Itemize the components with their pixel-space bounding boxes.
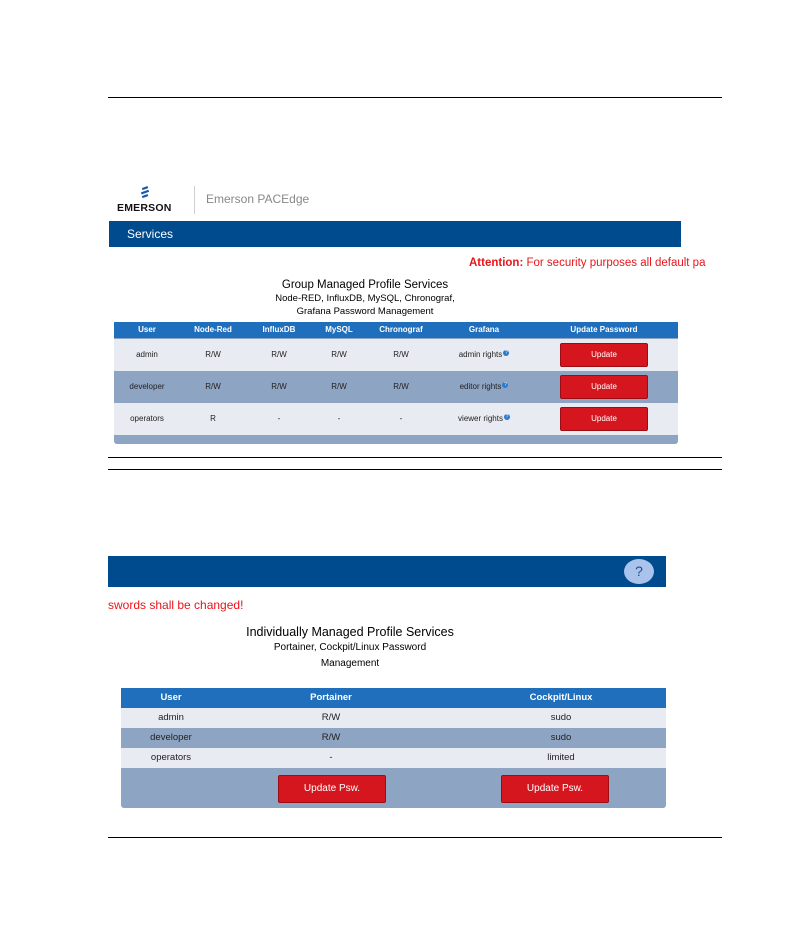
group-title: Group Managed Profile Services (281, 279, 449, 291)
cell-node-red: R (210, 414, 216, 423)
individual-profiles-table (121, 688, 666, 808)
col-update-password: Update Password (570, 325, 638, 334)
nav-services[interactable]: Services (127, 227, 174, 241)
attention-text-continued: swords shall be changed! (108, 598, 244, 612)
individual-title: Individually Managed Profile Services (246, 625, 454, 639)
update-button-developer[interactable]: Update (560, 375, 648, 399)
header-divider (194, 186, 195, 214)
cell-mysql: - (337, 414, 341, 423)
col-user: User (160, 692, 182, 703)
cell-mysql: R/W (331, 382, 347, 391)
divider-bottom (108, 837, 722, 838)
cell-grafana (434, 350, 534, 359)
cell-influxdb: R/W (271, 382, 287, 391)
col-cockpit-linux: Cockpit/Linux (529, 692, 593, 703)
update-button-operators[interactable]: Update (560, 407, 648, 431)
cell-user: developer (150, 732, 192, 743)
group-section-title (230, 279, 500, 318)
individual-subtitle-2: Management (320, 658, 380, 669)
col-node-red: Node-Red (194, 325, 232, 334)
cell-portainer: - (329, 752, 333, 763)
grafana-rights: admin rights (458, 350, 503, 359)
col-chronograf: Chronograf (379, 325, 423, 334)
group-subtitle-1: Node-RED, InfluxDB, MySQL, Chronograf, (275, 293, 455, 304)
divider-mid-2 (108, 469, 722, 470)
cell-influxdb: - (277, 414, 281, 423)
cell-cockpit: sudo (550, 712, 572, 723)
logo-text: EMERSON (117, 202, 172, 214)
table-row-operators (121, 748, 666, 768)
grafana-rights: editor rights (459, 382, 502, 391)
help-icon[interactable]: ? (504, 382, 507, 388)
col-grafana: Grafana (468, 325, 500, 334)
nav-bar-continued (108, 556, 666, 587)
cell-grafana (434, 414, 534, 423)
cell-user: operators (150, 752, 192, 763)
cell-user: developer (129, 382, 165, 391)
cell-node-red: R/W (205, 382, 221, 391)
cell-user: admin (136, 350, 158, 359)
cell-portainer: R/W (321, 732, 341, 743)
cell-user: admin (158, 712, 184, 723)
help-icon[interactable]: ? (505, 414, 509, 420)
table-row-developer (121, 728, 666, 748)
update-cockpit-button[interactable]: Update Psw. (501, 775, 609, 803)
grafana-rights: viewer rights (458, 414, 503, 423)
cell-cockpit: limited (547, 752, 575, 763)
update-button-admin[interactable]: Update (560, 343, 648, 367)
table-row-admin (121, 708, 666, 728)
individual-subtitle-1: Portainer, Cockpit/Linux Password (273, 642, 427, 653)
table-row-admin (114, 339, 678, 371)
cell-chronograf: - (399, 414, 403, 423)
emerson-logo (117, 186, 179, 214)
group-profiles-table (114, 322, 678, 444)
divider-top (108, 97, 722, 98)
help-button[interactable]: ? (624, 559, 654, 584)
col-portainer: Portainer (310, 692, 352, 703)
table-header (121, 688, 666, 708)
divider-mid-1 (108, 457, 722, 458)
table-row-operators (114, 403, 678, 435)
col-user: User (138, 325, 156, 334)
attention-label: Attention: (469, 257, 524, 269)
cell-influxdb: R/W (271, 350, 287, 359)
help-icon[interactable]: ? (504, 350, 508, 356)
cell-grafana (434, 382, 534, 391)
cell-portainer: R/W (321, 712, 341, 723)
cell-user: operators (130, 414, 164, 423)
cell-chronograf: R/W (393, 350, 409, 359)
attention-text: For security purposes all default pa (523, 257, 706, 269)
col-influxdb: InfluxDB (262, 325, 296, 334)
cell-mysql: R/W (331, 350, 347, 359)
update-portainer-button[interactable]: Update Psw. (278, 775, 386, 803)
group-subtitle-2: Grafana Password Management (296, 306, 434, 317)
cell-cockpit: sudo (550, 732, 572, 743)
table-row-developer (114, 371, 678, 403)
cell-chronograf: R/W (393, 382, 409, 391)
individual-section-title (200, 625, 500, 672)
col-mysql: MySQL (325, 325, 353, 334)
emerson-logo-icon (139, 186, 155, 200)
table-header (114, 322, 678, 338)
attention-banner (469, 257, 706, 269)
app-name: Emerson PACEdge (206, 192, 310, 206)
cell-node-red: R/W (205, 350, 221, 359)
nav-bar (109, 221, 681, 247)
